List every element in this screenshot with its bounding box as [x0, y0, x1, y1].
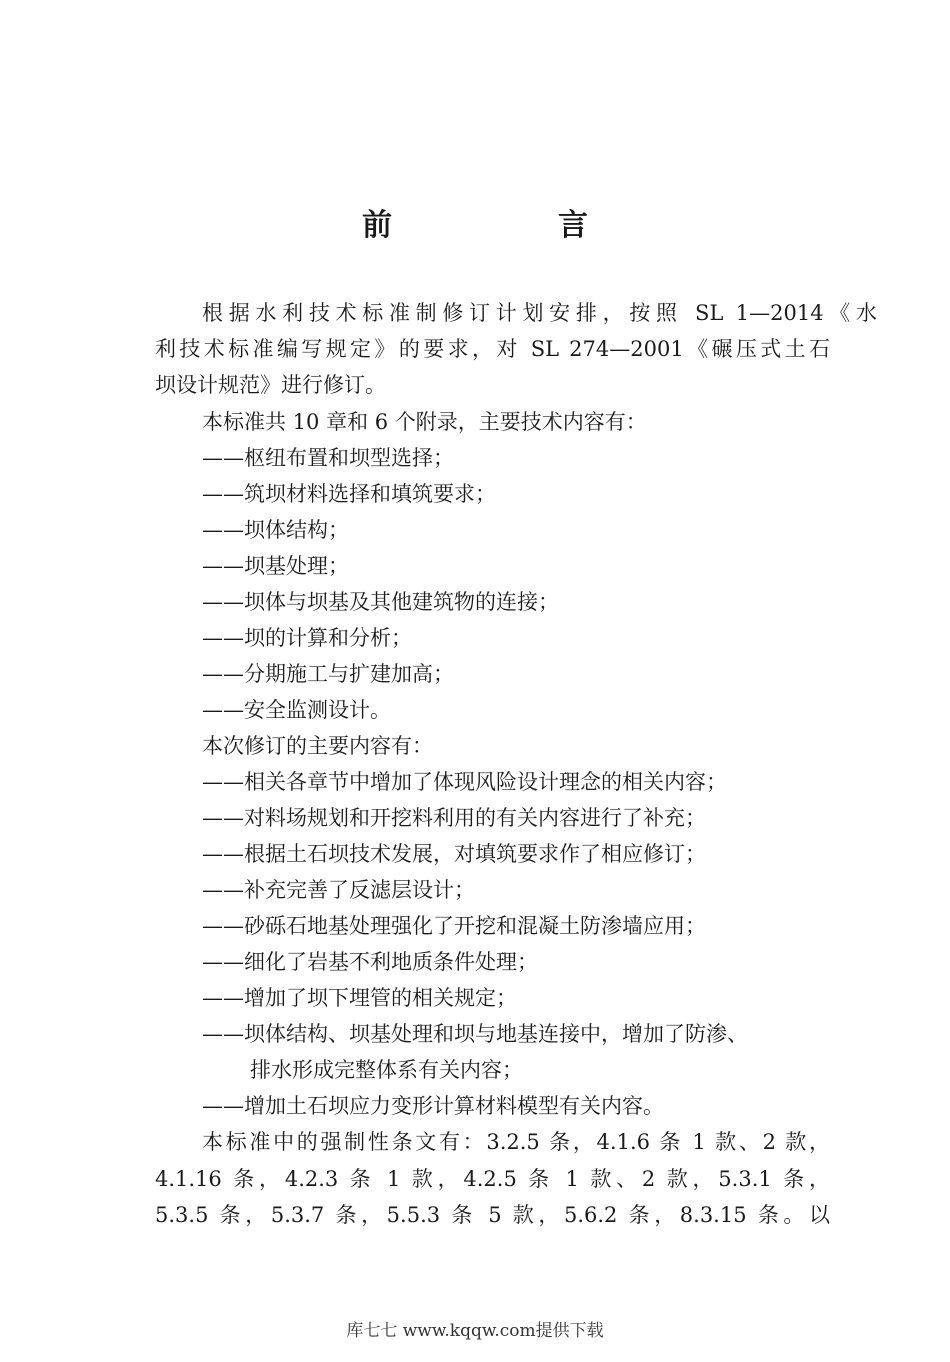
paragraph-line: 本次修订的主要内容有： — [202, 734, 433, 758]
list-item-continuation: 排水形成完整体系有关内容； — [250, 1058, 523, 1082]
page-title: 前 言 — [362, 208, 656, 243]
list-item: ——根据土石坝技术发展，对填筑要求作了相应修订； — [202, 842, 706, 866]
paragraph-line: 利技术标准编写规定》的要求，对 SL 274—2001《碾压式土石 — [155, 337, 830, 361]
list-item: ——增加土石坝应力变形计算材料模型有关内容。 — [202, 1094, 664, 1118]
list-item: ——相关各章节中增加了体现风险设计理念的相关内容； — [202, 770, 727, 794]
list-item: ——增加了坝下埋管的相关规定； — [202, 986, 517, 1010]
list-item: ——坝基处理； — [202, 554, 349, 578]
list-item: ——补充完善了反滤层设计； — [202, 878, 475, 902]
list-item: ——对料场规划和开挖料利用的有关内容进行了补充； — [202, 806, 706, 830]
paragraph-line: 本标准共 10 章和 6 个附录，主要技术内容有： — [202, 410, 647, 434]
list-item: ——安全监测设计。 — [202, 698, 391, 722]
paragraph-line: 4.1.16 条，4.2.3 条 1 款，4.2.5 条 1 款、2 款，5.3.1 条， — [155, 1167, 830, 1191]
list-item: ——坝体结构、坝基处理和坝与地基连接中，增加了防渗、 — [202, 1022, 748, 1046]
list-item: ——砂砾石地基处理强化了开挖和混凝土防渗墙应用； — [202, 914, 706, 938]
paragraph-line: 5.3.5 条，5.3.7 条，5.5.3 条 5 款，5.6.2 条，8.3.15 条。以 — [155, 1203, 830, 1227]
list-item: ——坝体结构； — [202, 518, 349, 542]
list-item: ——分期施工与扩建加高； — [202, 662, 454, 686]
paragraph-line: 本标准中的强制性条文有：3.2.5 条，4.1.6 条 1 款、2 款， — [202, 1130, 830, 1154]
paragraph-line: 坝设计规范》进行修订。 — [155, 373, 386, 397]
list-item: ——坝的计算和分析； — [202, 626, 412, 650]
list-item: ——枢纽布置和坝型选择； — [202, 446, 454, 470]
paragraph-line: 根据水利技术标准制修订计划安排，按照 SL 1—2014《水 — [202, 301, 877, 325]
list-item: ——筑坝材料选择和填筑要求； — [202, 482, 496, 506]
download-footer: 库七七 www.kqqw.com提供下载 — [346, 1321, 604, 1341]
list-item: ——坝体与坝基及其他建筑物的连接； — [202, 590, 559, 614]
list-item: ——细化了岩基不利地质条件处理； — [202, 950, 538, 974]
